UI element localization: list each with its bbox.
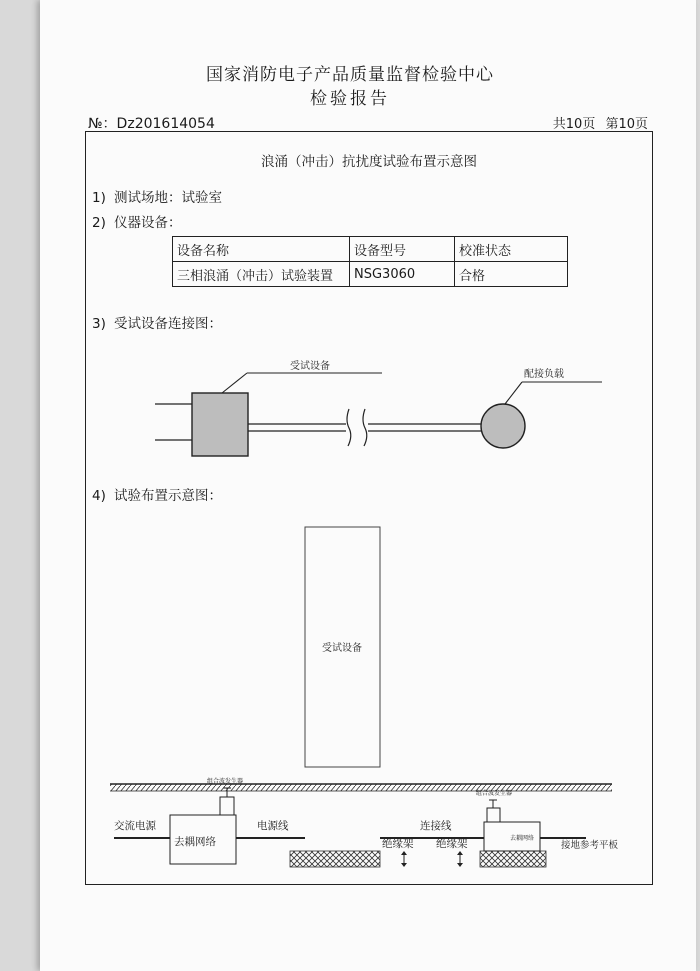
- header-cell: 校准状态: [455, 237, 568, 262]
- load-label: 配接负载: [524, 369, 564, 380]
- item-text: 仪器设备：: [114, 215, 182, 231]
- item-number: 2): [92, 215, 106, 231]
- item-number: 4): [92, 488, 106, 504]
- eut-box: [192, 393, 248, 456]
- insulation-label-2: 绝缘架: [436, 838, 468, 850]
- item-text: 受试设备连接图：: [114, 316, 222, 332]
- page-info: 共10页 第10页: [552, 117, 648, 132]
- generator-left-label: 组合波发生器: [207, 778, 244, 785]
- decoupling-right-label: 去耦网络: [510, 835, 535, 842]
- document-title: 浪涌（冲击）抗扰度试验布置示意图: [261, 154, 477, 170]
- org-name: 国家消防电子产品质量监督检验中心: [206, 65, 494, 85]
- generator-box: [220, 797, 234, 815]
- table-cell: 三相浪涌（冲击）试验装置: [173, 262, 350, 287]
- load-leader: [505, 382, 522, 404]
- connection-line-label: 连接线: [420, 820, 452, 832]
- eut-leader: [222, 373, 247, 393]
- height-arrow: [401, 851, 407, 867]
- insulation-label-1: 绝缘架: [382, 838, 414, 850]
- connection-diagram: [155, 359, 602, 456]
- item-text: 试验布置示意图：: [114, 488, 222, 504]
- header-cell: 设备型号: [350, 237, 455, 262]
- report-title: 检验报告: [310, 89, 390, 109]
- item-text: 测试场地：试验室: [114, 190, 222, 206]
- eut-label: 受试设备: [290, 361, 330, 372]
- report-number: №：Dz201614054: [88, 116, 215, 132]
- item-number: 3): [92, 316, 106, 332]
- ac-source-label: 交流电源: [114, 820, 156, 832]
- load-circle: [481, 404, 525, 448]
- insulation-platform-eut: [290, 851, 380, 867]
- insulation-platform-aux: [480, 851, 546, 867]
- ground-plane-label: 接地参考平板: [561, 840, 619, 851]
- power-line-label: 电源线: [257, 820, 289, 832]
- ground-hatch: [110, 784, 612, 791]
- height-arrow: [457, 851, 463, 867]
- header-cell: 设备名称: [173, 237, 350, 262]
- item-number: 1): [92, 190, 106, 206]
- generator-box-right: [487, 808, 500, 822]
- table-cell: NSG3060: [350, 262, 455, 287]
- layout-diagram: [110, 527, 619, 867]
- decoupling-label: 去耦网络: [174, 836, 216, 848]
- break-mark: [363, 409, 367, 446]
- layout-eut-label: 受试设备: [322, 643, 362, 654]
- break-mark: [347, 409, 351, 446]
- generator-right-label: 组合波发生器: [476, 790, 513, 797]
- table-cell: 合格: [455, 262, 568, 287]
